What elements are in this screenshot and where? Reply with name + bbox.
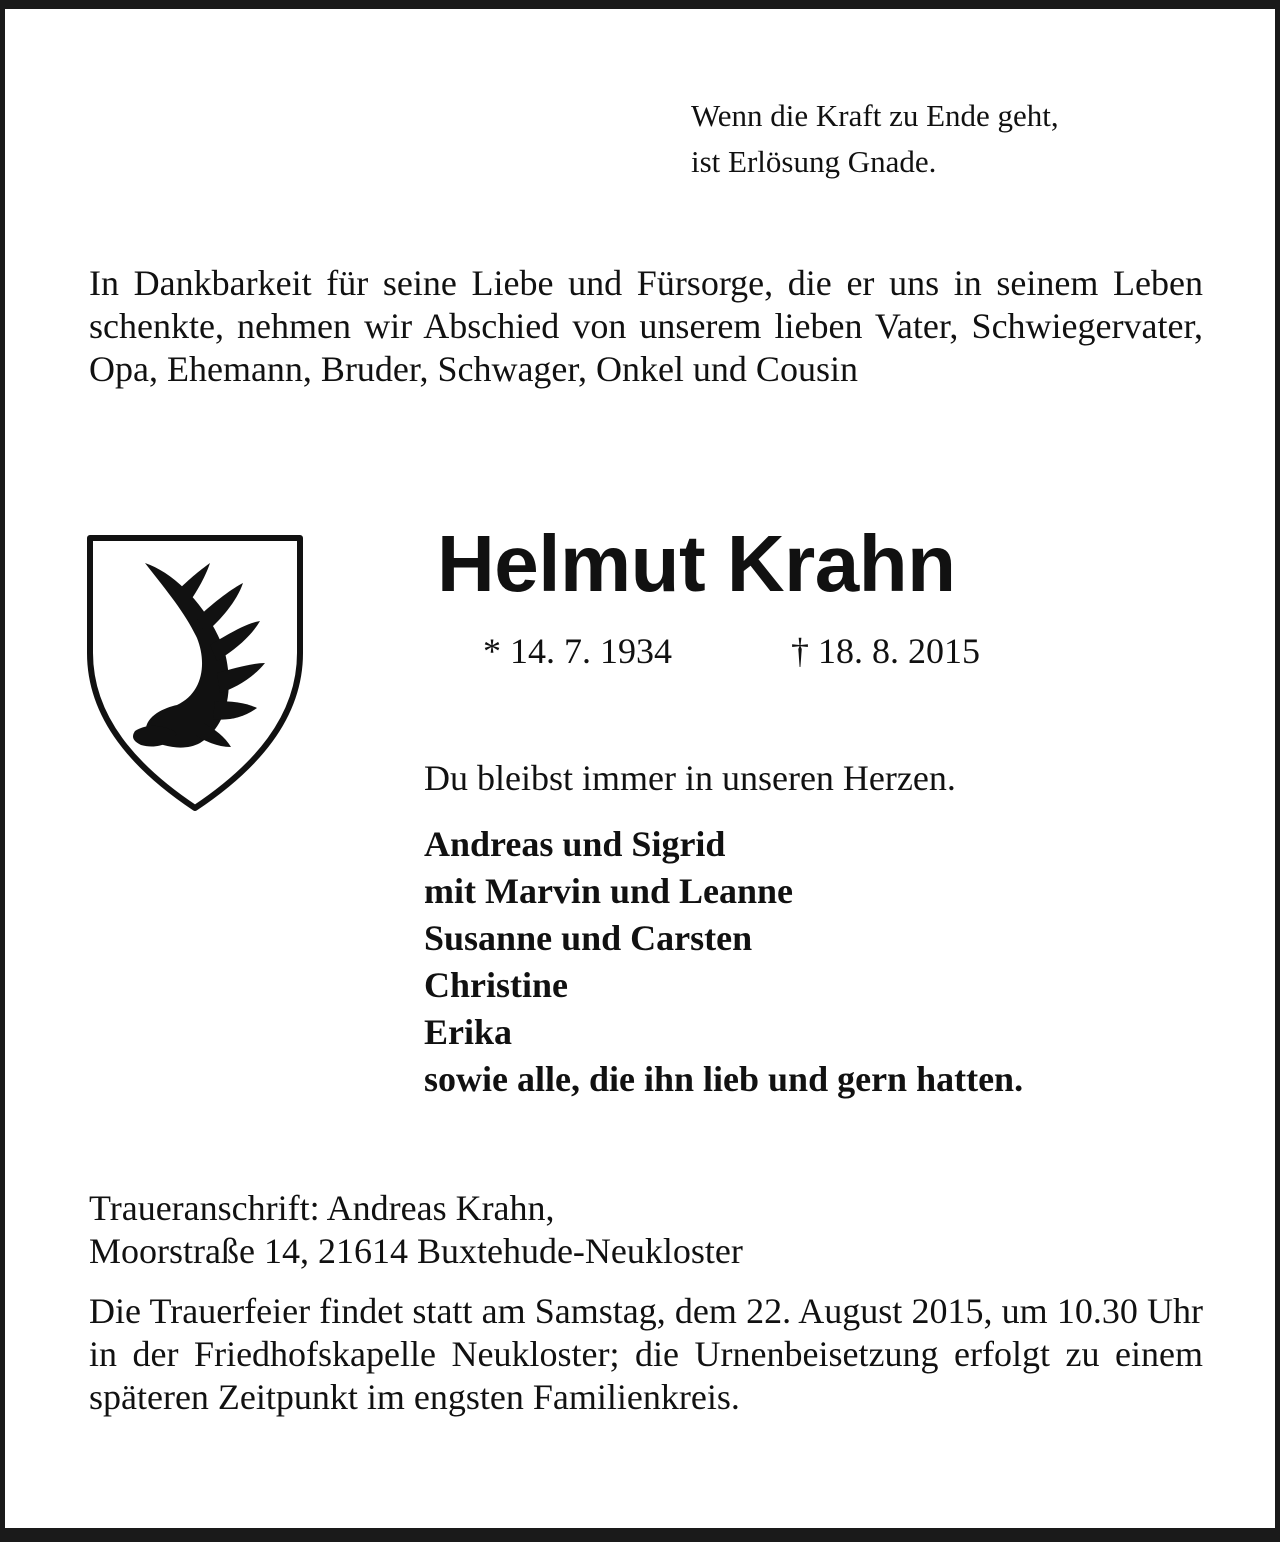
address-line-2: Moorstraße 14, 21614 Buxtehude-Neukloster [89,1231,743,1271]
mourner-line: Andreas und Sigrid [424,824,726,864]
coat-of-arms-icon [85,533,305,813]
motto-quote [691,93,1251,185]
mourner-line: Erika [424,1012,513,1052]
mourner-line: Susanne und Carsten [424,918,753,958]
birth-date: * 14. 7. 1934 [483,631,672,671]
death-date: † 18. 8. 2015 [791,631,980,671]
funeral-service-info: Die Trauerfeier findet statt am Samstag, dem 22. August 2015, um 10.30 Uhr in der Friedhofskapelle Neukloster; die Urnenbeisetzung erfolgt zu einem späteren Zeitpunkt im engsten Familienkreis. [89,1291,1203,1417]
intro-paragraph: In Dankbarkeit für seine Liebe und Fürsorge, die er uns in seinem Leben schenkte, nehmen wir Abschied von unserem lieben Vater, Schwiegervater, Opa, Ehemann, Bruder, Schwager, Onkel und Cousin [89,263,1203,389]
farewell-line: Du bleibst immer in unseren Herzen. [424,758,956,798]
address-line-1: Traueranschrift: Andreas Krahn, [89,1188,555,1228]
mourner-line: sowie alle, die ihn lieb und gern hatten. [424,1059,1024,1099]
motto-line-2: ist Erlösung Gnade. [691,144,937,179]
mourners-list [424,821,1224,1103]
deceased-name: Helmut Krahn [437,519,956,608]
mourner-line: Christine [424,965,568,1005]
motto-line-1: Wenn die Kraft zu Ende geht, [691,98,1059,133]
mourning-address [89,1187,1203,1273]
mourner-line: mit Marvin und Leanne [424,871,794,911]
